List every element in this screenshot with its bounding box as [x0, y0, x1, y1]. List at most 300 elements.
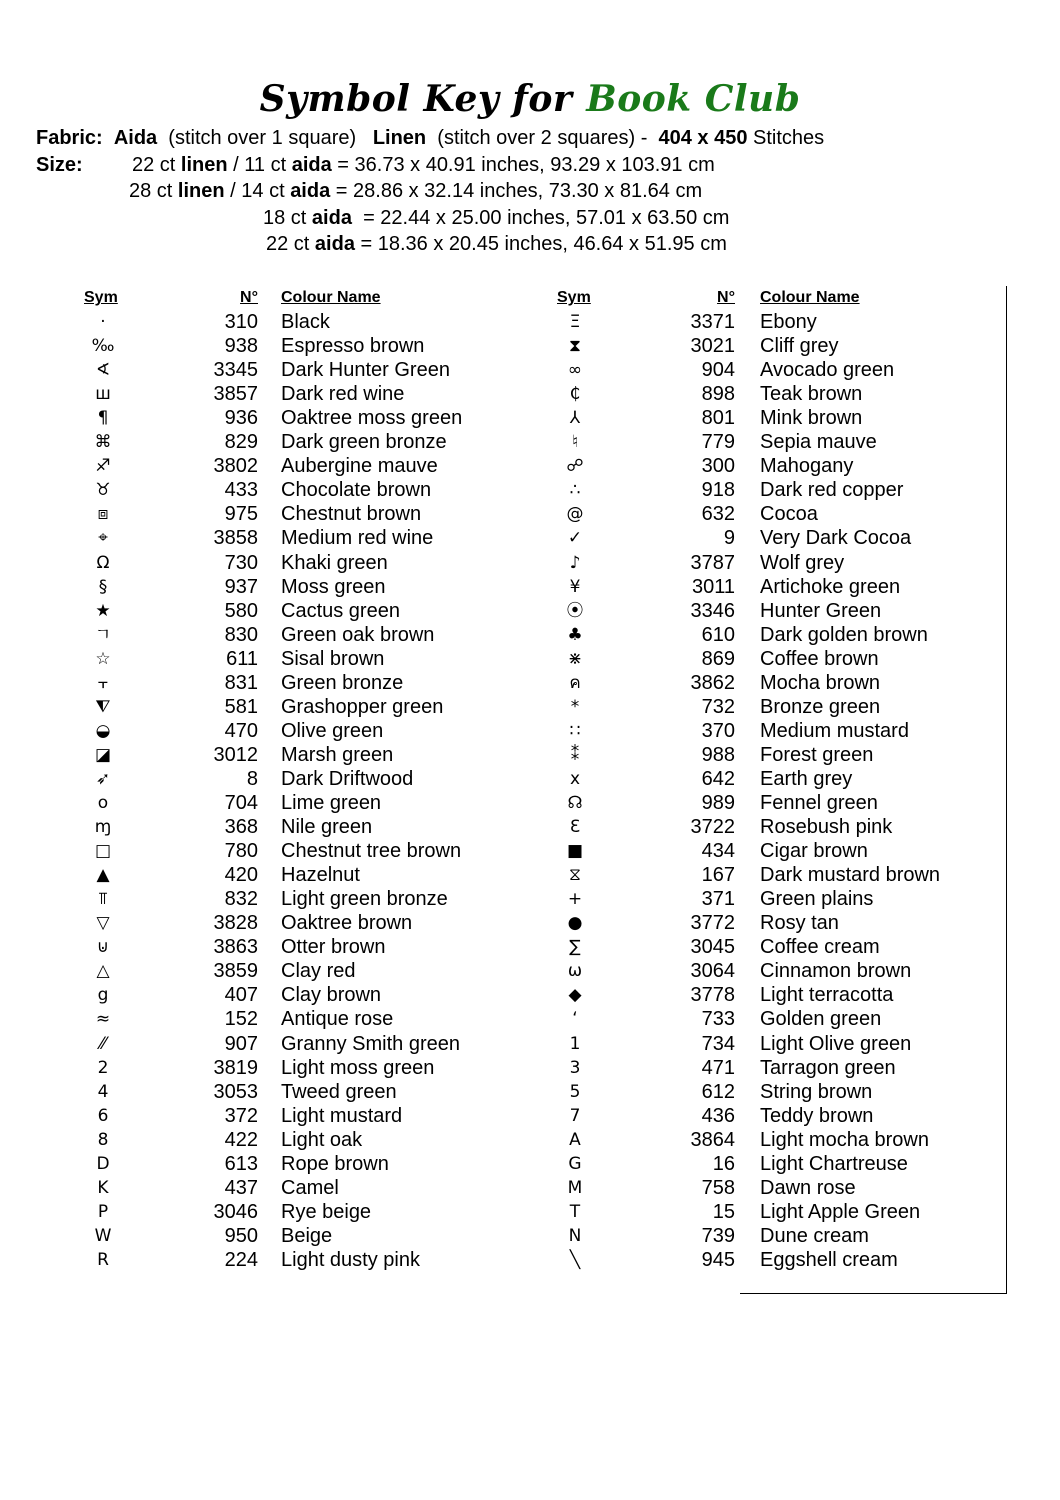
table-row — [0, 1007, 1060, 1031]
colour-name: Green bronze — [281, 671, 404, 694]
colour-name: Fennel green — [760, 792, 878, 814]
table-row — [0, 358, 1060, 382]
table-row — [0, 959, 1060, 983]
colour-name: Sepia mauve — [760, 431, 877, 454]
floss-number: 3819 — [213, 1056, 258, 1079]
fabric-linen-note: (stitch over 2 squares) - — [437, 127, 648, 149]
floss-number: 732 — [701, 695, 735, 718]
symbol-icon: ⌘ — [94, 432, 112, 453]
symbol-icon: 3 — [569, 1057, 581, 1078]
symbol-icon: x — [569, 768, 581, 789]
colour-name: Medium mustard — [760, 719, 909, 742]
colour-name: Medium red wine — [281, 527, 434, 550]
floss-number: 3045 — [690, 936, 735, 959]
floss-number: 779 — [701, 431, 735, 454]
table-row — [0, 719, 1060, 743]
right-border-line — [1006, 286, 1007, 1294]
floss-number: 3802 — [213, 455, 258, 478]
symbol-icon: A — [569, 1129, 581, 1150]
symbol-icon: ⧗ — [569, 336, 581, 357]
symbol-icon: ≈ — [95, 1009, 111, 1030]
floss-number: 9 — [723, 527, 735, 550]
symbol-icon: ♮ — [571, 432, 579, 453]
colour-name: Dark red wine — [281, 383, 405, 406]
floss-number: 3863 — [213, 936, 258, 959]
floss-number: 407 — [224, 984, 258, 1007]
floss-number: 988 — [701, 743, 735, 766]
symbol-icon: ค — [569, 672, 581, 693]
stitch-count: 404 x 450 — [658, 127, 748, 149]
colour-name: Dark mustard brown — [760, 864, 941, 887]
colour-name: Sisal brown — [281, 647, 385, 670]
table-row — [0, 671, 1060, 695]
colour-name: Chestnut tree brown — [281, 840, 462, 863]
table-row — [0, 575, 1060, 599]
table-row — [0, 839, 1060, 863]
colour-name: Very Dark Cocoa — [760, 527, 912, 550]
symbol-icon: ⊍ — [96, 937, 110, 958]
colour-name: Chocolate brown — [281, 479, 432, 502]
symbol-icon: ◪ — [94, 744, 112, 765]
colour-name: Light dusty pink — [281, 1248, 420, 1271]
symbol-icon: Ɛ — [569, 817, 581, 838]
left-name-header: Colour Name — [281, 289, 381, 306]
colour-name: Aubergine mauve — [281, 455, 438, 478]
floss-number: 3371 — [690, 311, 735, 333]
table-row — [0, 1248, 1060, 1272]
floss-number: 612 — [701, 1080, 735, 1103]
colour-name: Wolf grey — [760, 551, 845, 574]
title-prefix: Symbol Key for — [259, 78, 573, 120]
floss-number: 3864 — [690, 1128, 735, 1151]
symbol-icon: ⫟ — [97, 672, 109, 693]
symbol-icon: ☍ — [566, 456, 584, 477]
floss-number: 3857 — [213, 383, 258, 406]
symbol-icon: D — [96, 1153, 110, 1174]
table-row — [0, 1152, 1060, 1176]
table-row — [0, 382, 1060, 406]
colour-name: Olive green — [281, 719, 384, 742]
floss-number: 16 — [712, 1152, 735, 1175]
symbol-icon: 8 — [97, 1129, 109, 1150]
table-row — [0, 599, 1060, 623]
floss-number: 300 — [701, 455, 735, 478]
table-row — [0, 815, 1060, 839]
floss-number: 898 — [701, 383, 735, 406]
colour-name: Hazelnut — [281, 864, 360, 887]
table-row — [0, 1200, 1060, 1224]
floss-number: 801 — [701, 407, 735, 430]
symbol-icon: ● — [567, 913, 583, 934]
symbol-icon: W — [94, 1225, 112, 1246]
colour-name: Light green bronze — [281, 888, 448, 911]
colour-name: Nile green — [281, 816, 373, 839]
symbol-icon: ‰ — [91, 336, 115, 357]
floss-number: 368 — [224, 816, 258, 839]
floss-number: 829 — [224, 431, 258, 454]
symbol-icon: K — [97, 1177, 109, 1198]
floss-number: 437 — [224, 1176, 258, 1199]
floss-number: 3722 — [690, 816, 735, 839]
colour-name: Bronze green — [760, 695, 881, 718]
floss-number: 907 — [224, 1032, 258, 1055]
floss-number: 3772 — [690, 912, 735, 935]
floss-number: 989 — [701, 792, 735, 814]
colour-name: Cinnamon brown — [760, 960, 912, 983]
colour-name: Cactus green — [281, 599, 400, 622]
colour-name: Cigar brown — [760, 840, 868, 863]
symbol-icon: ☊ — [567, 793, 583, 813]
floss-number: 610 — [701, 623, 735, 646]
fabric-line — [36, 127, 824, 150]
floss-number: 3012 — [213, 743, 258, 766]
colour-name: Mahogany — [760, 455, 854, 478]
floss-number: 372 — [224, 1104, 258, 1127]
symbol-icon: ʻ — [572, 1009, 578, 1030]
colour-name: Oaktree brown — [281, 912, 413, 935]
symbol-icon: 2 — [97, 1057, 109, 1078]
colour-name: Green plains — [760, 888, 874, 911]
symbol-icon: ∷ — [569, 720, 581, 741]
colour-name: Dawn rose — [760, 1176, 856, 1199]
size-line: 18 ct aida = 22.44 x 25.00 inches, 57.01 x 63.50 cm — [263, 207, 730, 229]
colour-name: Light oak — [281, 1128, 363, 1151]
colour-name: Cliff grey — [760, 335, 839, 358]
symbol-icon: ⁑ — [570, 744, 580, 765]
floss-number: 3858 — [213, 527, 258, 550]
symbol-icon: ★ — [95, 600, 111, 621]
floss-number: 904 — [701, 359, 735, 382]
floss-number: 3778 — [690, 984, 735, 1007]
floss-number: 420 — [224, 864, 258, 887]
floss-number: 581 — [224, 695, 258, 718]
floss-number: 3064 — [690, 960, 735, 983]
floss-number: 830 — [224, 623, 258, 646]
floss-number: 224 — [224, 1248, 258, 1271]
colour-name: Dark red copper — [760, 479, 904, 502]
colour-name: Green oak brown — [281, 623, 435, 646]
floss-number: 434 — [701, 840, 735, 863]
floss-number: 937 — [224, 575, 258, 598]
symbol-icon: ⧈ — [97, 504, 109, 525]
floss-number: 433 — [224, 479, 258, 502]
colour-name: Light Chartreuse — [760, 1152, 908, 1175]
symbol-icon: 7 — [569, 1105, 581, 1126]
symbol-icon: g — [97, 985, 109, 1006]
floss-number: 936 — [224, 407, 258, 430]
symbol-icon: ✓ — [567, 528, 583, 549]
colour-name: Golden green — [760, 1008, 882, 1031]
floss-number: 3053 — [213, 1080, 258, 1103]
floss-number: 730 — [224, 551, 258, 574]
table-row — [0, 1032, 1060, 1056]
floss-number: 739 — [701, 1224, 735, 1247]
floss-number: 780 — [224, 840, 258, 863]
symbol-icon: ɱ — [94, 817, 112, 838]
colour-name: Light Apple Green — [760, 1200, 921, 1223]
colour-name: Chestnut brown — [281, 503, 422, 526]
floss-number: 8 — [246, 767, 258, 790]
symbol-icon: ⧨ — [95, 696, 111, 717]
colour-name: Light mustard — [281, 1104, 403, 1127]
symbol-icon: ⋇ — [567, 648, 583, 669]
floss-number: 832 — [224, 888, 258, 911]
colour-name: Dark golden brown — [760, 623, 928, 646]
floss-number: 613 — [224, 1152, 258, 1175]
colour-name: Clay brown — [281, 984, 382, 1007]
colour-name: Artichoke green — [760, 575, 901, 598]
symbol-icon: △ — [96, 961, 110, 982]
symbol-icon: § — [98, 576, 108, 597]
fabric-aida-note: (stitch over 1 square) — [168, 127, 357, 149]
symbol-icon: ㄱ — [94, 624, 112, 645]
colour-name: Dune cream — [760, 1224, 869, 1247]
colour-name: Dark Hunter Green — [281, 359, 450, 382]
floss-number: 422 — [224, 1128, 258, 1151]
symbol-icon: 5 — [569, 1081, 581, 1102]
symbol-icon: ∴ — [569, 480, 581, 501]
symbol-icon: 1 — [569, 1033, 581, 1054]
table-row — [0, 647, 1060, 671]
floss-number: 3346 — [690, 599, 735, 622]
table-row — [0, 1080, 1060, 1104]
table-row — [0, 767, 1060, 791]
floss-number: 734 — [701, 1032, 735, 1055]
symbol-icon: ⦿ — [566, 600, 584, 621]
left-num-header: N° — [240, 289, 258, 306]
colour-name: Earth grey — [760, 767, 853, 790]
symbol-icon: 6 — [97, 1105, 109, 1126]
colour-name: Coffee cream — [760, 936, 880, 959]
table-row — [0, 526, 1060, 550]
colour-name: String brown — [760, 1080, 873, 1103]
colour-name: Tarragon green — [760, 1056, 896, 1079]
table-row — [0, 1176, 1060, 1200]
symbol-icon: ■ — [566, 841, 584, 862]
symbol-icon: @ — [566, 504, 584, 525]
symbol-icon: ⅄ — [569, 408, 581, 429]
floss-number: 3787 — [690, 551, 735, 574]
colour-name: Lime green — [281, 792, 382, 814]
colour-name: Black — [281, 311, 330, 333]
floss-number: 471 — [701, 1056, 735, 1079]
floss-number: 975 — [224, 503, 258, 526]
colour-name: Espresso brown — [281, 335, 425, 358]
colour-name: Beige — [281, 1224, 333, 1247]
symbol-icon: ш — [95, 384, 111, 405]
symbol-icon: ◒ — [95, 720, 111, 741]
symbol-icon: ╲ — [569, 1249, 581, 1270]
floss-number: 436 — [701, 1104, 735, 1127]
table-row — [0, 935, 1060, 959]
symbol-icon: ➶ — [95, 768, 111, 789]
symbol-icon: ♪ — [569, 552, 581, 573]
table-row — [0, 983, 1060, 1007]
floss-number: 3862 — [690, 671, 735, 694]
floss-number: 642 — [701, 767, 735, 790]
right-num-header: N° — [717, 289, 735, 306]
floss-number: 3011 — [691, 575, 735, 598]
symbol-icon: T — [569, 1201, 581, 1222]
table-row — [0, 502, 1060, 526]
symbol-icon: + — [567, 889, 583, 910]
size-line: 28 ct linen / 14 ct aida = 28.86 x 32.14 inches, 73.30 x 81.64 cm — [129, 180, 703, 202]
symbol-icon: Ξ — [569, 312, 581, 332]
floss-number: 3859 — [213, 960, 258, 983]
table-row — [0, 454, 1060, 478]
table-row — [0, 1224, 1060, 1248]
colour-name: Otter brown — [281, 936, 386, 959]
floss-number: 152 — [224, 1008, 258, 1031]
table-row — [0, 334, 1060, 358]
table-row — [0, 1104, 1060, 1128]
fabric-linen: Linen — [372, 127, 427, 149]
size-line: 22 ct aida = 18.36 x 20.45 inches, 46.64 x 51.95 cm — [266, 233, 727, 255]
fabric-aida: Aida — [113, 127, 158, 149]
symbol-icon: ☆ — [95, 648, 111, 669]
floss-number: 15 — [712, 1200, 735, 1223]
symbol-icon: ♉ — [95, 480, 111, 501]
symbol-icon: ♐ — [95, 456, 111, 477]
table-row — [0, 406, 1060, 430]
symbol-icon: M — [567, 1177, 583, 1198]
colour-name: Light Olive green — [760, 1032, 912, 1055]
symbol-icon: ⁄⁄ — [100, 1033, 106, 1054]
floss-number: 310 — [224, 311, 258, 333]
left-sym-header: Sym — [84, 289, 118, 306]
floss-number: 370 — [701, 719, 735, 742]
symbol-icon: ₵ — [569, 384, 581, 405]
size-label: Size: — [36, 154, 83, 176]
colour-name: Cocoa — [760, 503, 818, 526]
colour-name: Dark Driftwood — [281, 767, 414, 790]
colour-name: Khaki green — [281, 551, 388, 574]
symbol-icon: ω — [567, 961, 583, 982]
right-sym-header: Sym — [557, 289, 591, 306]
colour-name: Rosy tan — [760, 912, 839, 935]
colour-name: Teak brown — [760, 383, 863, 406]
floss-number: 869 — [701, 647, 735, 670]
table-row — [0, 551, 1060, 575]
table-row — [0, 863, 1060, 887]
symbol-icon: Ω — [96, 552, 110, 573]
floss-number: 632 — [701, 503, 735, 526]
colour-name: Mocha brown — [760, 671, 881, 694]
colour-name: Tweed green — [281, 1080, 397, 1103]
pattern-name: Book Club — [586, 78, 801, 120]
symbol-icon: □ — [94, 841, 112, 862]
size-line: 22 ct linen / 11 ct aida = 36.73 x 40.91 inches, 93.29 x 103.91 cm — [132, 154, 715, 176]
floss-number: 470 — [224, 719, 258, 742]
colour-name: Light terracotta — [760, 984, 894, 1007]
floss-number: 758 — [701, 1176, 735, 1199]
table-row — [0, 478, 1060, 502]
colour-name: Mink brown — [760, 407, 863, 430]
colour-name: Ebony — [760, 311, 817, 333]
colour-name: Light moss green — [281, 1056, 435, 1079]
colour-name: Rye beige — [281, 1200, 372, 1223]
colour-name: Teddy brown — [760, 1104, 874, 1127]
floss-number: 371 — [701, 888, 735, 911]
floss-number: 3345 — [213, 359, 258, 382]
colour-name: Antique rose — [281, 1008, 394, 1031]
symbol-icon: ∢ — [95, 360, 111, 381]
right-name-header: Colour Name — [760, 289, 860, 306]
colour-name: Avocado green — [760, 359, 895, 382]
symbol-icon: ⌖ — [98, 528, 108, 549]
floss-number: 611 — [226, 647, 258, 670]
symbol-icon: 4 — [97, 1081, 109, 1102]
colour-name: Rope brown — [281, 1152, 389, 1175]
symbol-icon: N — [568, 1225, 582, 1246]
symbol-icon: ▲ — [96, 865, 110, 886]
floss-number: 938 — [224, 335, 258, 358]
symbol-icon: ⫪ — [98, 889, 108, 910]
symbol-icon: ¥ — [569, 576, 581, 597]
floss-number: 733 — [701, 1008, 735, 1031]
table-row — [0, 1128, 1060, 1152]
symbol-icon: · — [100, 312, 106, 332]
colour-name: Moss green — [281, 575, 386, 598]
colour-name: Marsh green — [281, 743, 394, 766]
table-row — [0, 623, 1060, 647]
floss-number: 831 — [224, 671, 258, 694]
table-row — [0, 887, 1060, 911]
table-row — [0, 695, 1060, 719]
table-row — [0, 791, 1060, 815]
table-row — [0, 1056, 1060, 1080]
symbol-icon: G — [568, 1153, 582, 1174]
table-row — [0, 911, 1060, 935]
floss-number: 167 — [701, 864, 735, 887]
floss-number: 3046 — [213, 1200, 258, 1223]
symbol-icon: ▽ — [96, 913, 110, 934]
colour-name: Coffee brown — [760, 647, 879, 670]
floss-number: 945 — [701, 1248, 735, 1271]
colour-name: Dark green bronze — [281, 431, 447, 454]
floss-number: 918 — [701, 479, 735, 502]
floss-number: 704 — [224, 792, 258, 814]
floss-number: 950 — [224, 1224, 258, 1247]
colour-name: Hunter Green — [760, 599, 882, 622]
symbol-icon: o — [97, 793, 109, 813]
bottom-border-line — [740, 1293, 1007, 1294]
colour-name: Grashopper green — [281, 695, 444, 718]
colour-name: Camel — [281, 1176, 339, 1199]
symbol-icon: ∞ — [567, 360, 583, 381]
colour-name: Light mocha brown — [760, 1128, 929, 1151]
symbol-icon: ♣ — [567, 624, 583, 645]
floss-number: 3021 — [690, 335, 735, 358]
colour-name: Granny Smith green — [281, 1032, 460, 1055]
colour-name: Clay red — [281, 960, 356, 983]
colour-name: Rosebush pink — [760, 816, 893, 839]
symbol-icon: ⧖ — [569, 865, 581, 886]
stitch-label: Stitches — [753, 127, 825, 149]
floss-number: 3828 — [213, 912, 258, 935]
symbol-icon: ∑ — [569, 937, 581, 958]
symbol-icon: ◆ — [568, 985, 582, 1006]
table-row — [0, 430, 1060, 454]
page-title — [0, 78, 1060, 120]
symbol-icon: * — [570, 696, 580, 717]
symbol-icon: R — [97, 1249, 109, 1270]
symbol-icon: P — [97, 1201, 109, 1222]
colour-name: Eggshell cream — [760, 1248, 898, 1271]
floss-number: 580 — [224, 599, 258, 622]
symbol-icon: ¶ — [97, 408, 109, 429]
colour-name: Forest green — [760, 743, 874, 766]
